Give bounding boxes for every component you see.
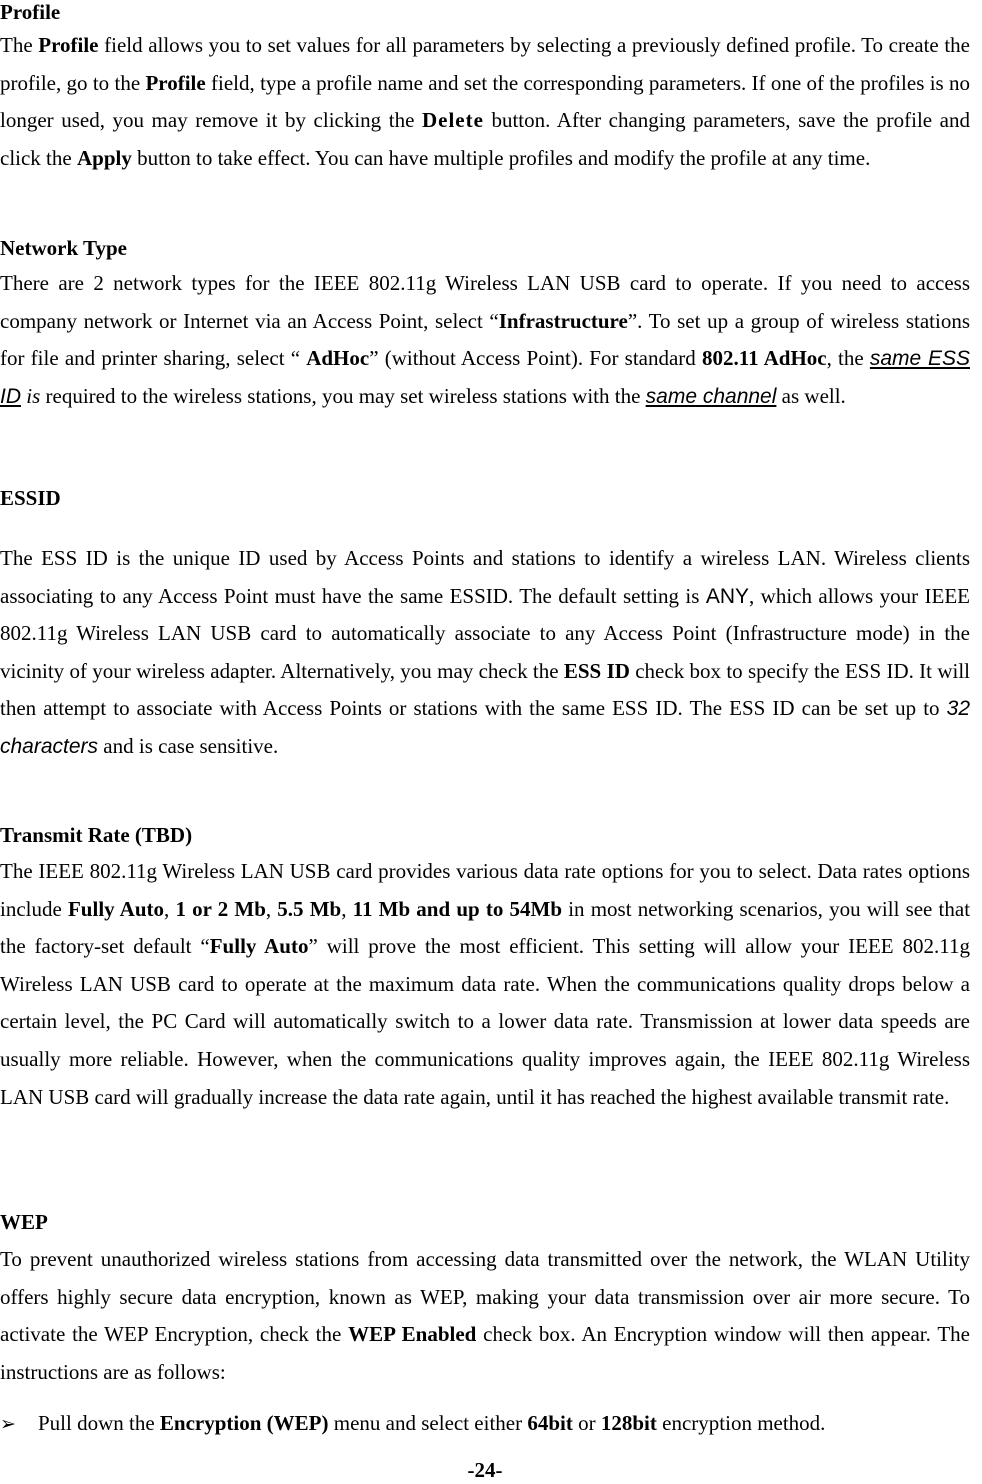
section-heading-profile: Profile [0, 0, 61, 24]
same-channel-emphasis: same channel [645, 384, 777, 408]
paragraph-profile: The Profile field allows you to set values for all parameters by selecting a previously defined profile. To create the profile, go to the Profile field, type a profile name and set the corresponding parameters. If one of the profiles is no longer used, you may remove it by clicking the Delete button. After changing parameters, save the profile and click the Apply button to take effect. You can have multiple profiles and modify the profile at any time. [0, 33, 971, 170]
page-number: -24- [467, 1458, 503, 1482]
section-heading-transmit-rate: Transmit Rate (TBD) [0, 823, 193, 847]
paragraph-network-type: There are 2 network types for the IEEE 802.11g Wireless LAN USB card to operate. If you need to access company network or Internet via an Access Point, select “Infrastructure”. To set up a group of wireless stations for file and printer sharing, select “ AdHoc” (without Access Point). For standard 802.11 AdHoc, the same ESS ID is required to the wireless stations, you may set wireless stations with the same channel as well. [0, 271, 971, 408]
bullet-item-encryption: ➢ Pull down the Encryption (WEP) menu and select either 64bit or 128bit encryption method. [0, 1404, 825, 1443]
paragraph-wep: To prevent unauthorized wireless stations from accessing data transmitted over the network, the WLAN Utility offers highly secure data encryption, known as WEP, making your data transmission over air more secure. To activate the WEP Encryption, check the WEP Enabled check box. An Encryption window will then appear. The instructions are as follows: [0, 1247, 970, 1384]
section-heading-essid: ESSID [0, 486, 61, 510]
section-heading-network-type: Network Type [0, 236, 127, 260]
paragraph-transmit-rate: The IEEE 802.11g Wireless LAN USB card provides various data rate options for you to select. Data rates options include Fully Auto, 1 or 2 Mb, 5.5 Mb, 11 Mb and up to 54Mb in most networking scenarios, you will see that the factory-set default “Fully Auto” will prove the most efficient. This setting will allow your IEEE 802.11g Wireless LAN USB card to operate at the maximum data rate. When the communications quality drops below a certain level, the PC Card will automatically switch to a lower data rate. Transmission at lower data speeds are usually more reliable. However, when the communications quality improves again, the IEEE 802.11g Wireless LAN USB card will gradually increase the data rate again, until it has reached the highest available transmit rate. [0, 859, 971, 1109]
section-heading-wep: WEP [0, 1210, 48, 1234]
arrowhead-bullet-icon: ➢ [0, 1413, 16, 1435]
paragraph-essid: The ESS ID is the unique ID used by Access Points and stations to identify a wireless LAN. Wireless clients associating to any Access Point must have the same ESSID. The default setting is ANY, which allows your IEEE 802.11g Wireless LAN USB card to automatically associate to any Access Point (Infrastructure mode) in the vicinity of your wireless adapter. Alternatively, you may check the ESS ID check box to specify the ESS ID. It will then attempt to associate with Access Points or stations with the same ESS ID. The ESS ID can be set up to 32 characters and is case sensitive. [0, 546, 971, 758]
same-ess-id-emphasis: same ESS ID [0, 347, 971, 408]
